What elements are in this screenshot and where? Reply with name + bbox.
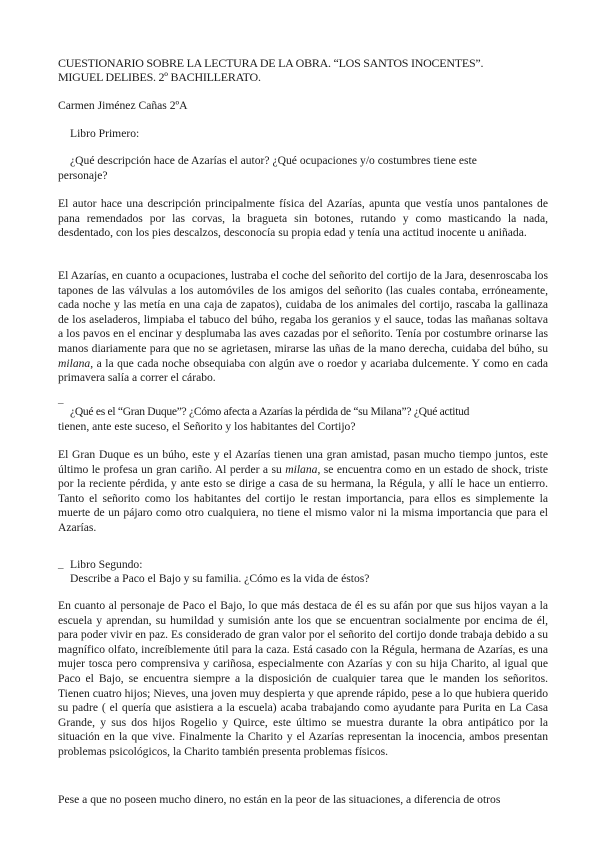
answer-3-paragraph-1-text: En cuanto al personaje de Paco el Bajo, lo que más destaca de él es su afán por que sus hijos vayan a la escuela y aprendan, su humildad y sumisión ante los que se encuentran socialmente por encima de él, para poder vivir en paz. Es considerado de gran valor por el señorito del cortijo donde trabaja debido a su magnífico olfato, increíblemente útil para la caza. Está casado con la Régula, hermana de Azarías, es una mujer tosca pero comprensiva y cariñosa, especialmente con Azarías y con su hija Charito, al igual que Paco el Bajo, se encuentra siempre a la disposición de cualquier tarea que le manden los señoritos. Tienen cuatro hijos; Nieves, una joven muy despierta y que aprende rápido, pese a lo que hubiera querido su padre ( el quería que asistiera a la escuela) acaba trabajando como ayudante para Purita en La Casa Grande, y sus dos hijos Rogelio y Quirce, este último se muestra durante la obra antipático por la situación en la que vive. Finalmente la Charito y el Azarías representan la inocencia, ambos presentan problemas psicológicos, la Charito también presenta problemas físicos.	[58, 599, 548, 758]
question-2-line-2: tienen, ante este suceso, el Señorito y los habitantes del Cortijo?	[58, 419, 356, 433]
author-name: Carmen Jiménez Cañas 2ºA	[58, 99, 188, 112]
book2-heading: Libro Segundo:	[70, 558, 143, 571]
question-1-line-1: ¿Qué descripción hace de Azarías el autor? ¿Qué ocupaciones y/o costumbres tiene este	[70, 154, 477, 167]
document-title-line-1: CUESTIONARIO SOBRE LA LECTURA DE LA OBRA. “LOS SANTOS INOCENTES”.	[58, 56, 484, 70]
document-title-line-2: MIGUEL DELIBES. 2º BACHILLERATO.	[58, 70, 261, 84]
answer-3-paragraph-1	[58, 599, 548, 760]
answer-2-paragraph	[58, 448, 548, 536]
answer-1-paragraph-1	[58, 197, 548, 241]
answer-1-paragraph-1-text: El autor hace una descripción principalmente física del Azarías, apunta que vestía unos pantalones de pana remendados por las corvas, la bragueta sin botones, rutando y como masticando la nada, desdentado, con los pies descalzos, desconocía su propia edad y tenía una actitud inocente u aniñada.	[58, 197, 548, 240]
question-3: Describe a Paco el Bajo y su familia. ¿Cómo es la vida de éstos?	[70, 572, 370, 585]
answer-1-paragraph-2	[58, 269, 548, 386]
answer-1-paragraph-2-text	[58, 269, 548, 386]
question-2	[58, 405, 560, 434]
answer-2-part-a: El Gran Duque es un búho, este y el Azarías tienen una gran amistad, pasan mucho tiempo juntos, este último le profesa un gran cariño. Al perder a su	[58, 448, 548, 476]
answer-2-milana-italic: milana	[285, 462, 318, 476]
bullet-dash-icon: ¯	[58, 402, 64, 414]
answer-3-paragraph-2	[58, 793, 548, 808]
answer-1-paragraph-2-part-b: , a la que cada noche obsequiaba con algún ave o roedor y acariaba dulcemente. Y como en cada primavera salía a correr el cárabo.	[58, 356, 548, 385]
answer-1-paragraph-2-part-a: El Azarías, en cuanto a ocupaciones, lustraba el coche del señorito del cortijo de la Jara, desenroscaba los tapones de las válvulas a los automóviles de los amigos del señorito (las cuales contaba, erróneamente, cada noche y las metía en una caja de zapatos), cuidaba de los animales del cortijo, rascaba la gallinaza de los aseladeros, limpiaba el tabuco del búho, regaba los geranios y el sauce, todas las mañanas soltava a los pavos en el encinar y desplumaba las aves cazadas por el señorito. Tenía por costumbre orinarse las manos diariamente para que no se agrietasen, mirarse las uñas de la mano derecha, cuidaba del búho, su	[58, 269, 548, 355]
question-2-line-1: ¿Qué es el “Gran Duque”? ¿Cómo afecta a Azarías la pérdida de “su Milana”? ¿Qué actitud	[70, 405, 470, 418]
bullet-dash-icon: ¯	[58, 567, 64, 579]
answer-2-paragraph-text	[58, 448, 548, 536]
question-1	[58, 154, 550, 183]
answer-3-paragraph-2-text: Pese a que no poseen mucho dinero, no están en la peor de las situaciones, a diferencia de otros	[58, 793, 501, 806]
question-1-line-2: personaje?	[58, 168, 108, 182]
answer-1-milana-italic: milana	[58, 356, 91, 370]
answer-2-part-b: , se encuentra como en un estado de shock, triste por la reciente pérdida, y ante esto se dirige a casa de su hermana, la Régula, y allí le hace un entierro. Tanto el señorito como los habitantes del cortijo le restan importancia, para ellos es simplemente la muerte de un pájaro como otro cualquiera, no tiene el mismo valor ni la misma importancia que para el Azarías.	[58, 462, 548, 534]
book1-heading: Libro Primero:	[70, 127, 140, 140]
